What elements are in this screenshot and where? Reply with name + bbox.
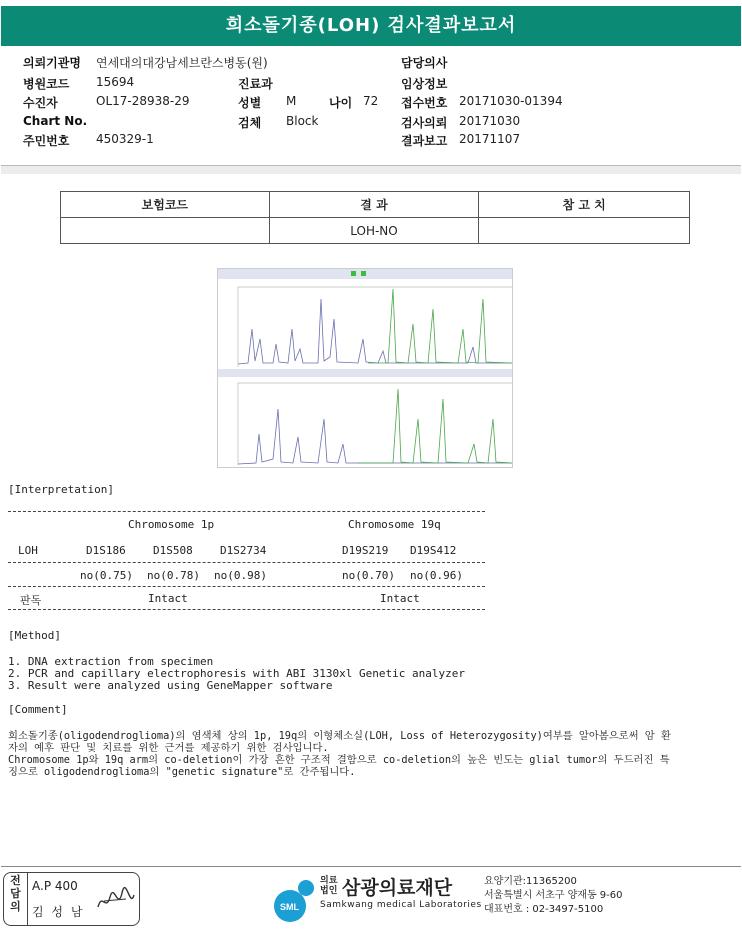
- comment-heading: [Comment]: [8, 703, 68, 716]
- code-label: 병원코드: [23, 77, 70, 91]
- code-value: 15694: [96, 75, 135, 89]
- divider: [8, 511, 485, 512]
- divider: [8, 586, 485, 587]
- receipt-label: 접수번호: [401, 96, 448, 110]
- doctor-label: 담당의사: [401, 56, 448, 70]
- value-d19s412: no(0.96): [410, 569, 463, 582]
- age-label: 나이: [329, 96, 353, 110]
- judgement-label: 판독: [20, 594, 42, 607]
- institution-code: 요양기관:11365200: [484, 876, 577, 887]
- cell-reference: [479, 218, 690, 244]
- marker-d1s2734: D1S2734: [220, 544, 267, 557]
- id-value: 450329-1: [96, 132, 154, 146]
- marker-d1s508: D1S508: [153, 544, 193, 557]
- value-d19s219: no(0.70): [342, 569, 395, 582]
- section-divider: [1, 166, 741, 174]
- clinical-label: 임상정보: [401, 77, 448, 91]
- method-line: 2. PCR and capillary electrophoresis with ABI 3130xl Genetic analyzer: [8, 667, 465, 680]
- chart-no-label: Chart No.: [23, 114, 88, 128]
- label-char: 의: [10, 900, 21, 913]
- attending-physician-label: [4, 873, 28, 925]
- patient-label: 수진자: [23, 96, 58, 110]
- hospital-label: 의뢰기관명: [23, 56, 81, 70]
- foundation-name: 삼광의료재단: [342, 877, 453, 899]
- request-label: 검사의뢰: [401, 116, 448, 130]
- value-d1s2734: no(0.98): [214, 569, 267, 582]
- corp-label: 의료: [320, 876, 338, 886]
- corp-label: 법인: [320, 886, 338, 896]
- request-value: 20171030: [459, 114, 521, 128]
- comment-line: 희소돌기종(oligodendroglioma)의 염색체 상의 1p, 19q의 이형체소실(LOH, Loss of Heterozygosity)여부를 알아봄으로써 암 환: [8, 730, 671, 742]
- chromosome-19q-label: Chromosome 19q: [348, 518, 441, 531]
- physician-info: [32, 879, 84, 920]
- patient-value: OL17-28938-29: [96, 94, 190, 108]
- result-table: [60, 191, 690, 244]
- physician-name: 김 성 남: [32, 905, 85, 919]
- method-line: 1. DNA extraction from specimen: [8, 655, 214, 668]
- hospital-value: 연세대의대강남세브란스병동(원): [96, 56, 268, 70]
- footer-divider: [1, 866, 741, 867]
- marker-d19s219: D19S219: [342, 544, 389, 557]
- comment-line: 징으로 oligodendroglioma의 "genetic signature"로 간주됩니다.: [8, 766, 356, 778]
- dept-label: 진료과: [238, 77, 273, 91]
- comment-line: 자의 예후 판단 및 치료를 위한 근거를 제공하기 위한 검사입니다.: [8, 742, 329, 754]
- electropherogram-traces: [218, 269, 512, 467]
- cell-insurance-code: [61, 218, 270, 244]
- patient-info-section: [1, 46, 741, 166]
- signature-box: [3, 872, 140, 926]
- receipt-value: 20171030-01394: [459, 94, 563, 108]
- phone-number: 대표번호 : 02-3497-5100: [484, 904, 604, 915]
- svg-text:SML: SML: [280, 902, 299, 912]
- interpretation-heading: [Interpretation]: [8, 483, 114, 496]
- method-heading: [Method]: [8, 629, 61, 642]
- judgement-1p: Intact: [148, 592, 188, 605]
- header-insurance-code: 보험코드: [61, 192, 270, 218]
- cell-result: LOH-NO: [269, 218, 479, 244]
- report-date-label: 결과보고: [401, 134, 448, 148]
- value-d1s186: no(0.75): [80, 569, 133, 582]
- marker-d1s186: D1S186: [86, 544, 126, 557]
- label-char: 전: [10, 874, 21, 887]
- sex-value: M: [286, 94, 297, 108]
- id-label: 주민번호: [23, 134, 70, 148]
- divider: [8, 562, 485, 563]
- header-reference: 참 고 치: [479, 192, 690, 218]
- report-date-value: 20171107: [459, 132, 521, 146]
- chromosome-1p-label: Chromosome 1p: [128, 518, 215, 531]
- address: 서울특별시 서초구 양재동 9-60: [484, 890, 623, 901]
- specimen-label: 검체: [238, 116, 262, 130]
- label-char: 담: [10, 887, 21, 900]
- loh-label: LOH: [18, 544, 38, 557]
- judgement-19q: Intact: [380, 592, 420, 605]
- age-value: 72: [363, 94, 379, 108]
- license-number: A.P 400: [32, 879, 78, 893]
- sml-logo-icon: [270, 874, 318, 927]
- comment-line: Chromosome 1p와 19q arm의 co-deletion이 가장 흔한 구조적 결함으로 co-deletion의 높은 빈도는 glial tumor의 두드러진 특: [8, 754, 670, 766]
- specimen-value: Block: [286, 114, 319, 128]
- header-result: 결 과: [269, 192, 479, 218]
- electropherogram-image: [217, 268, 513, 468]
- contact-info: [484, 875, 623, 917]
- foundation-english-name: Samkwang medical Laboratories: [320, 900, 482, 910]
- sex-label: 성별: [238, 96, 262, 110]
- divider: [8, 609, 485, 610]
- value-d1s508: no(0.78): [147, 569, 200, 582]
- marker-d19s412: D19S412: [410, 544, 457, 557]
- handwritten-signature: [96, 887, 136, 922]
- report-title: 희소돌기종(LOH) 검사결과보고서: [1, 6, 741, 46]
- method-line: 3. Result were analyzed using GeneMapper software: [8, 679, 333, 692]
